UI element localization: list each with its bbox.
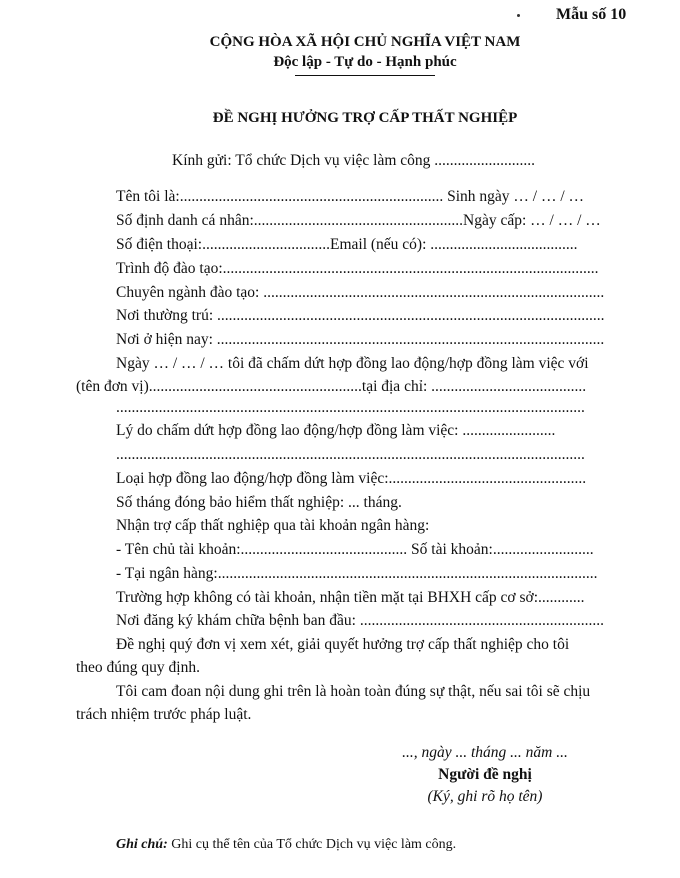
request-paragraph-line-2: theo đúng quy định. [76, 659, 200, 676]
commitment-paragraph-line-1: Tôi cam đoan nội dung ghi trên là hoàn toàn đúng sự thật, nếu sai tôi sẽ chịu [116, 683, 591, 700]
national-motto: Độc lập - Tự do - Hạnh phúc [273, 54, 457, 70]
form-line-dotted-continuation: ......................................................................................................................... [116, 399, 585, 416]
national-header [150, 32, 580, 72]
form-line-bank-intro: Nhận trợ cấp thất nghiệp qua tài khoản ngân hàng: [116, 517, 430, 534]
form-line-insurance-months: Số tháng đóng bảo hiểm thất nghiệp: ... tháng. [116, 494, 402, 511]
form-line-education: Trình độ đào tạo:................................................................................................. [116, 260, 599, 277]
stray-dot-mark [517, 14, 520, 17]
commitment-paragraph-line-2: trách nhiệm trước pháp luật. [76, 706, 252, 723]
form-line-bank-name: - Tại ngân hàng:.................................................................................................. [116, 565, 598, 582]
document-title: ĐỀ NGHỊ HƯỞNG TRỢ CẤP THẤT NGHIỆP [212, 110, 518, 126]
form-line-termination-date: Ngày … / … / … tôi đã chấm dứt hợp đồng lao động/hợp đồng làm việc với [116, 355, 589, 372]
footnote-text: Ghi cụ thể tên của Tổ chức Dịch vụ việc làm công. [167, 837, 457, 852]
form-line-id-number: Số định danh cá nhân:......................................................Ngày cấp: … / … / … [116, 212, 601, 229]
form-line-termination-reason: Lý do chấm dứt hợp đồng lao động/hợp đồng làm việc: ........................ [116, 422, 556, 439]
addressee-line: Kính gửi: Tổ chức Dịch vụ việc làm công .......................... [172, 152, 536, 169]
form-line-current-address: Nơi ở hiện nay: .................................................................................................... [116, 331, 605, 348]
form-line-major: Chuyên ngành đào tạo: ........................................................................................ [116, 284, 605, 301]
footnote-label: Ghi chú: [116, 837, 168, 852]
form-line-health-registration: Nơi đăng ký khám chữa bệnh ban đầu: ............................................................... [116, 612, 604, 629]
signature-instruction: (Ký, ghi rõ họ tên) [427, 788, 543, 805]
form-line-phone-email: Số điện thoại:.................................Email (nếu có): ...................................... [116, 236, 578, 253]
form-line-employer: (tên đơn vị).......................................................tại địa chỉ: ........................................ [76, 378, 587, 395]
header-underline [295, 75, 435, 76]
footnote [116, 837, 456, 853]
form-number: Mẫu số 10 [556, 6, 627, 23]
request-paragraph-line-1: Đề nghị quý đơn vị xem xét, giải quyết hưởng trợ cấp thất nghiệp cho tôi [116, 636, 570, 653]
form-line-permanent-address: Nơi thường trú: .................................................................................................... [116, 307, 605, 324]
country-name: CỘNG HÒA XÃ HỘI CHỦ NGHĨA VIỆT NAM [209, 34, 521, 50]
signature-role: Người đề nghị [438, 766, 532, 783]
form-line-account-holder: - Tên chủ tài khoản:........................................... Số tài khoản:.......................... [116, 541, 594, 558]
form-line-dotted-continuation-2: ......................................................................................................................... [116, 446, 585, 463]
form-line-cash-option: Trường hợp không có tài khoản, nhận tiền mặt tại BHXH cấp cơ sở:............ [116, 589, 585, 606]
form-line-name: Tên tôi là:.................................................................... Sinh ngày … / … / … [116, 188, 584, 205]
signature-date-line: ..., ngày ... tháng ... năm ... [402, 744, 568, 761]
form-line-contract-type: Loại hợp đồng lao động/hợp đồng làm việc:................................................... [116, 470, 587, 487]
